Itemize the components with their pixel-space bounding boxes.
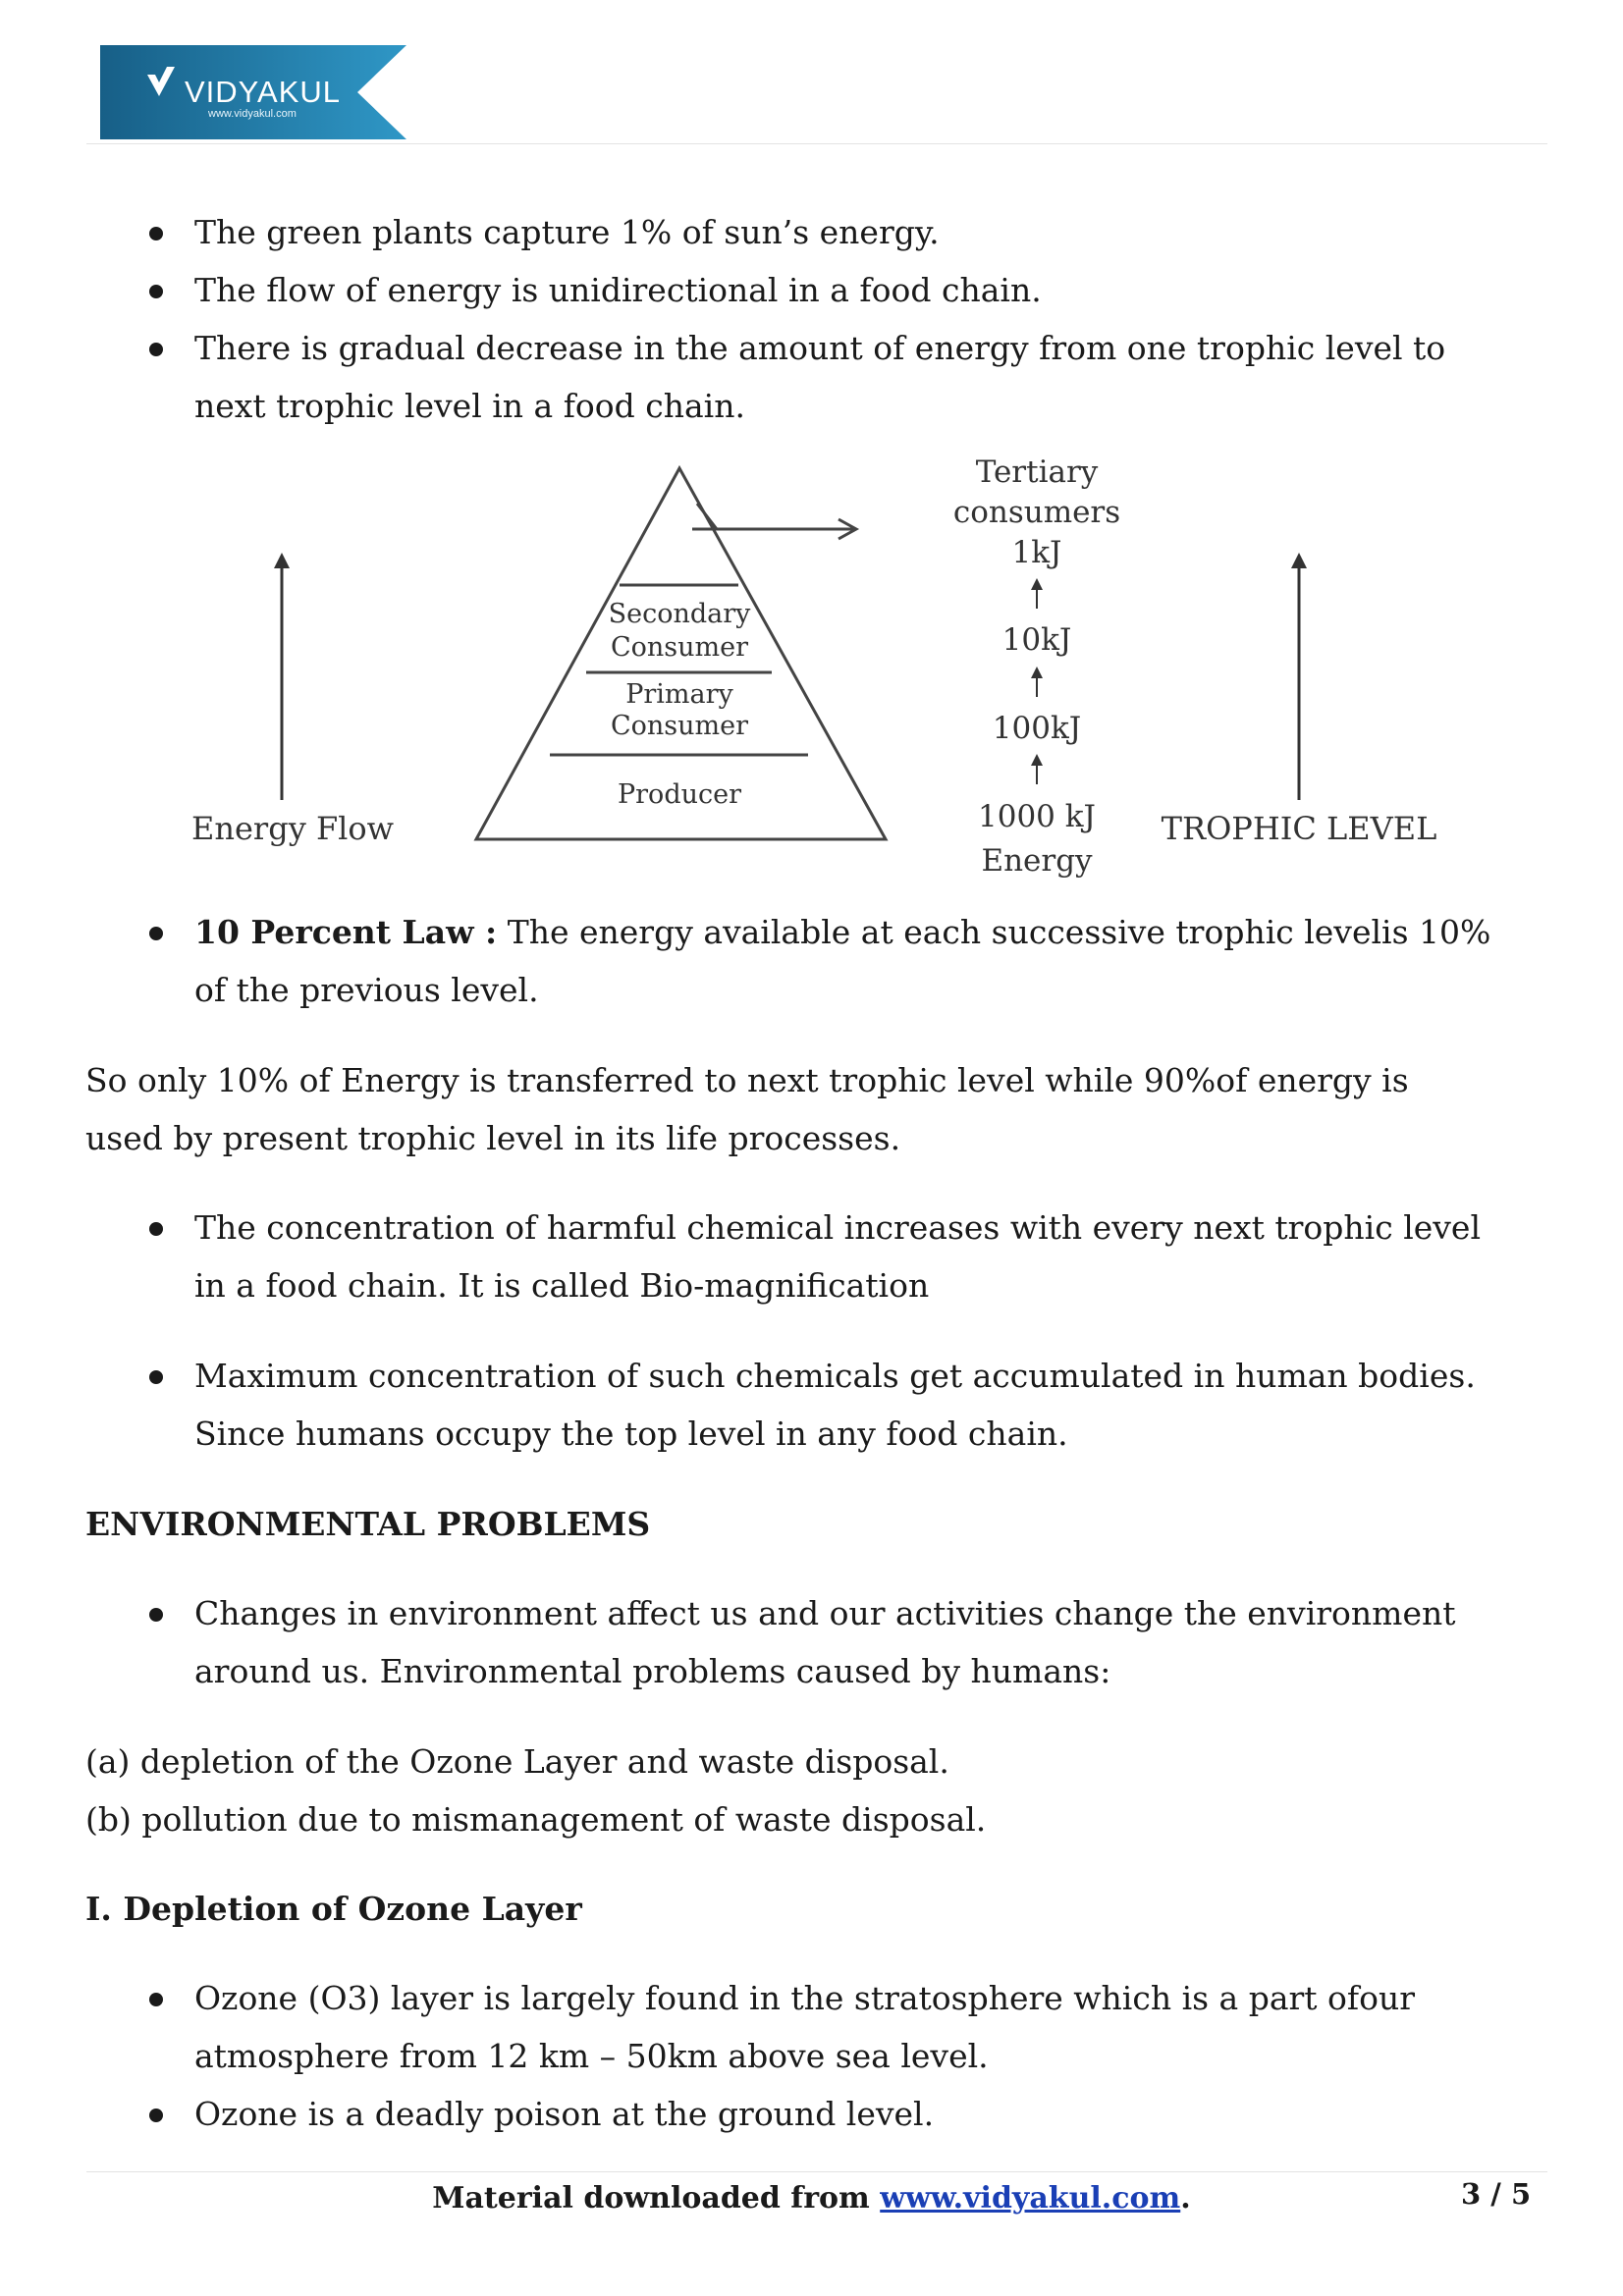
bullet-ozone-poison: Ozone is a deadly poison at the ground level. (194, 2095, 935, 2133)
consumers-label: consumers (952, 495, 1121, 530)
bullet-green-plants: The green plants capture 1% of sun’s energy. (194, 213, 940, 251)
up-arrow-icon (1031, 754, 1043, 766)
bullet-dot-icon (149, 227, 163, 240)
energy-1kj: 1kJ (1011, 535, 1062, 570)
energy-100kj: 100kJ (992, 711, 1082, 746)
item-a-ozone-depletion: (a) depletion of the Ozone Layer and waste disposal. (85, 1742, 949, 1781)
heading-environmental-problems: ENVIRONMENTAL PROBLEMS (85, 1505, 651, 1543)
bullet-bio-magnification: The concentration of harmful chemical increases with every next trophic level in a food chain. It is called Bio-magnification (194, 1208, 1482, 1305)
paragraph-energy-transfer: So only 10% of Energy is transferred to next trophic level while 90%of energy is used by present trophic level in its life processes. (85, 1061, 1409, 1157)
pyramid-label-consumer-2: Consumer (610, 711, 749, 741)
bullet-energy-flow: The flow of energy is unidirectional in a food chain. (194, 271, 1042, 309)
energy-flow-arrowhead-icon (274, 553, 290, 568)
footer-suffix: . (1180, 2181, 1191, 2216)
energy-flow-label: Energy Flow (191, 810, 395, 847)
pyramid-label-primary: Primary (625, 679, 733, 710)
bullet-dot-icon (149, 1370, 163, 1384)
logo-text: VIDYAKUL (185, 75, 342, 109)
bullet-dot-icon (149, 1993, 163, 2006)
footer-prefix: Material downloaded from (432, 2181, 881, 2216)
ten-percent-law-term: 10 Percent Law : (194, 913, 498, 951)
pyramid-label-secondary: Secondary (608, 599, 751, 629)
bullet-ten-percent-law (194, 903, 1510, 1019)
header-divider (86, 143, 1547, 144)
logo-url: www.vidyakul.com (208, 108, 297, 120)
item-b-pollution: (b) pollution due to mismanagement of waste disposal. (85, 1800, 987, 1839)
footer-link[interactable]: www.vidyakul.com (880, 2181, 1181, 2216)
bullet-ozone-layer: Ozone (O3) layer is largely found in the stratosphere which is a part ofour atmosphere from 12 km – 50km above sea level. (194, 1979, 1416, 2075)
trophic-arrowhead-icon (1291, 553, 1307, 568)
bullet-dot-icon (149, 2109, 163, 2122)
vidyakul-logo[interactable] (100, 45, 406, 139)
bullet-dot-icon (149, 1608, 163, 1622)
up-arrow-icon (1031, 578, 1043, 590)
bullet-dot-icon (149, 1222, 163, 1236)
tertiary-label: Tertiary (975, 454, 1099, 490)
bullet-dot-icon (149, 927, 163, 940)
energy-10kj: 10kJ (1001, 622, 1072, 658)
energy-label: Energy (981, 843, 1093, 879)
bullet-dot-icon (149, 285, 163, 298)
energy-1000kj: 1000 kJ (978, 799, 1096, 834)
energy-pyramid-diagram (177, 447, 1473, 898)
up-arrow-icon (1031, 667, 1043, 678)
pyramid-label-producer: Producer (617, 779, 742, 810)
bullet-environment-changes: Changes in environment affect us and our activities change the environment around us. Environmental problems caused by humans: (194, 1594, 1456, 1690)
bullet-gradual-decrease: There is gradual decrease in the amount of energy from one trophic level to next trophic level in a food chain. (194, 329, 1446, 425)
ten-percent-law-text: The energy available at each successive trophic levelis 10% of the previous level. (194, 913, 1491, 1009)
bullet-dot-icon (149, 343, 163, 356)
pyramid-label-consumer-1: Consumer (610, 632, 749, 663)
bullet-maximum-concentration: Maximum concentration of such chemicals get accumulated in human bodies. Since humans occupy the top level in any food chain. (194, 1357, 1476, 1453)
footer-credit (0, 2169, 1623, 2228)
trophic-level-label: TROPHIC LEVEL (1161, 810, 1437, 847)
heading-depletion-ozone: I. Depletion of Ozone Layer (85, 1890, 582, 1928)
page-number: 3 / 5 (1461, 2177, 1532, 2211)
